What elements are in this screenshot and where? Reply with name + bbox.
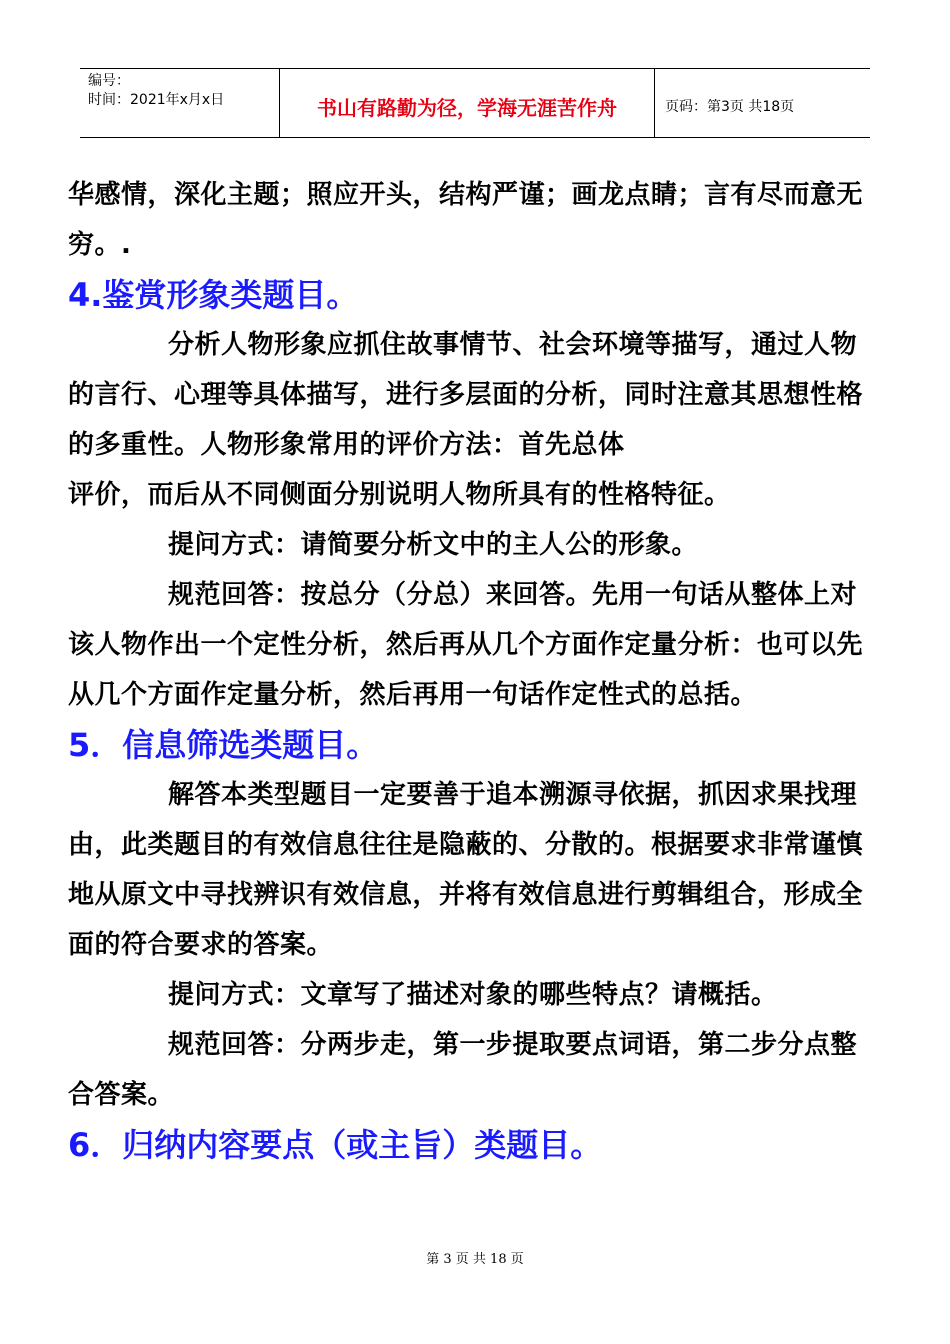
page-header bbox=[80, 68, 870, 138]
paragraph-character-analysis-cont: 评价，而后从不同侧面分别说明人物所具有的性格特征。 bbox=[68, 480, 731, 510]
paragraph-answer-format: 规范回答：按总分（分总）来回答。先用一句话从整体上对该人物作出一个定性分析，然后再从几个方面作定量分析：也可以先从几个方面作定量分析，然后再用一句话作定性式的总括。 bbox=[68, 580, 864, 710]
paragraph-answer-format-2: 规范回答：分两步走，第一步提取要点词语，第二步分点整合答案。 bbox=[68, 1030, 858, 1110]
document-number-label: 编号： bbox=[88, 73, 130, 89]
paragraph-question-format-2: 提问方式：文章写了描述对象的哪些特点？请概括。 bbox=[168, 980, 778, 1010]
section-heading-4: 4.鉴赏形象类题目。 bbox=[68, 276, 359, 314]
header-meta bbox=[80, 69, 280, 137]
section-heading-6: 6．归纳内容要点（或主旨）类题目。 bbox=[68, 1126, 603, 1164]
paragraph-info-filtering: 解答本类型题目一定要善于追本溯源寻依据，抓因求果找理由，此类题目的有效信息往往是隐蔽的、分散的。根据要求非常谨慎地从原文中寻找辨识有效信息，并将有效信息进行剪辑组合，形成全面的符合要求的答案。 bbox=[68, 780, 864, 960]
section-heading-5: 5．信息筛选类题目。 bbox=[68, 726, 379, 764]
paragraph-continuation: 华感情，深化主题；照应开头，结构严谨；画龙点睛；言有尽而意无穷。. bbox=[68, 180, 864, 260]
document-body bbox=[68, 170, 878, 1170]
header-page-info: 页码：第3页 共18页 bbox=[665, 99, 795, 115]
paragraph-character-analysis: 分析人物形象应抓住故事情节、社会环境等描写，通过人物的言行、心理等具体描写，进行多层面的分析，同时注意其思想性格的多重性。人物形象常用的评价方法：首先总体 bbox=[68, 330, 864, 460]
document-date: 时间：2021年x月x日 bbox=[88, 92, 225, 108]
paragraph-question-format: 提问方式：请简要分析文中的主人公的形象。 bbox=[168, 530, 699, 560]
header-motto: 书山有路勤为径，学海无涯苦作舟 bbox=[280, 69, 655, 137]
page-footer: 第 3 页 共 18 页 bbox=[426, 1252, 524, 1267]
